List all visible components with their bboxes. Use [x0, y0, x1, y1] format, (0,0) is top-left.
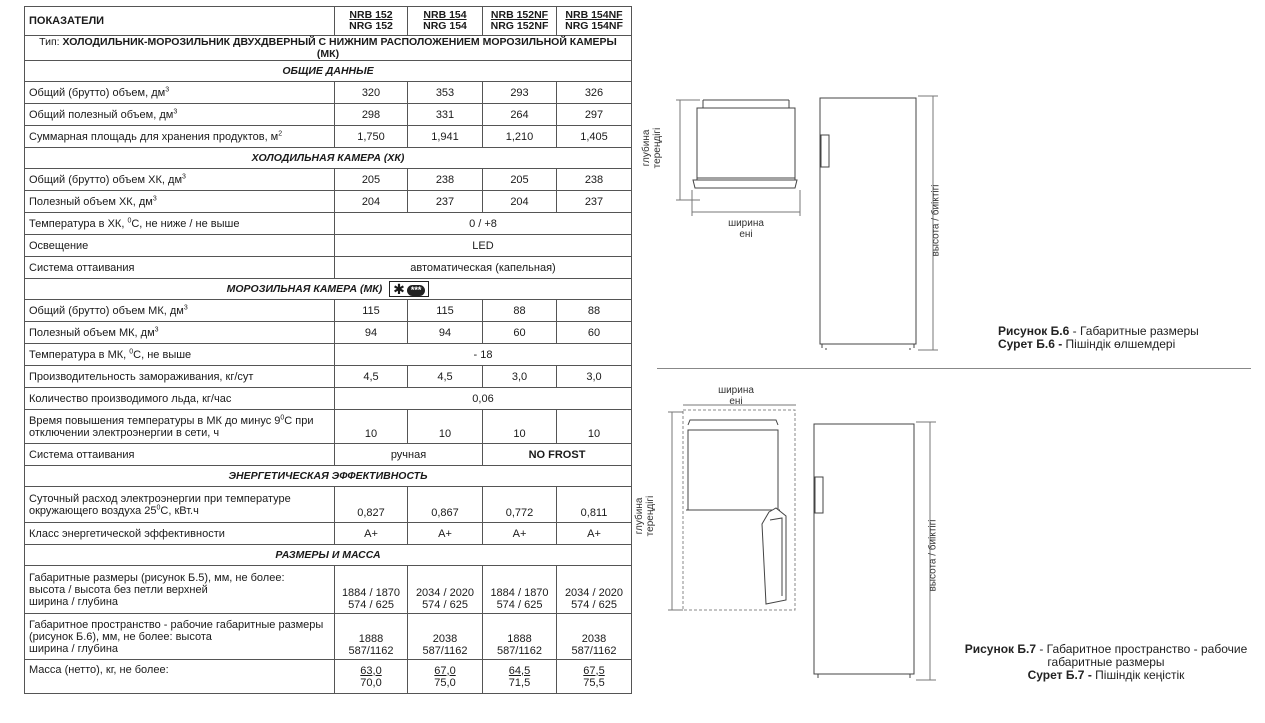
figure6-caption: Рисунок Б.6 - Габаритные размеры Сурет Б.6 - Пішіндік өлшемдері	[998, 324, 1199, 351]
table-row: Габаритные размеры (рисунок Б.5), мм, не более: высота / высота без петли верхней ширина / глубина 1884 / 1870 574 / 625 2034 / 2020 574 / 625 1884 / 1870 574 / 625 2034 / 2020 574 / 625	[25, 566, 632, 614]
table-row: Полезный объем ХК, $дм^3$ 204 237 204 237	[25, 191, 632, 213]
model-header: NRB 154NF NRG 154NF	[557, 7, 632, 36]
figure6-width-label: ширина ені	[728, 218, 764, 240]
figure6-height-label: высота / биіктігі	[930, 184, 942, 257]
section-header: МОРОЗИЛЬНАЯ КАМЕРА (МК) ✱ ***	[25, 279, 632, 300]
indicators-header: ПОКАЗАТЕЛИ	[25, 7, 335, 36]
table-row: Общий (брутто) объем ХК, $дм^3$ 205 238 205 238	[25, 169, 632, 191]
table-row: Освещение LED	[25, 235, 632, 257]
figure7-front-view	[814, 422, 936, 680]
model-header: NRB 154 NRG 154	[408, 7, 483, 36]
freezer-star-rating: ✱ ***	[389, 281, 429, 297]
table-row: Общий (брутто) объем МК, $дм^3$ 115 115 88 88	[25, 300, 632, 322]
model-header: NRB 152 NRG 152	[335, 7, 408, 36]
figure-divider	[657, 368, 1251, 369]
table-row: Габаритное пространство - рабочие габаритные размеры (рисунок Б.6), мм, не более: высота ширина / глубина 1888 587/1162 2038 587/1162 1888 587/1162 2038 587/1162	[25, 614, 632, 660]
table-row: Температура в ХК, $^0$С, не ниже / не выше 0 / +8	[25, 213, 632, 235]
table-row: Общий (брутто) объем, $дм^3$ 320 353 293 326	[25, 82, 632, 104]
figure6-top-view	[676, 100, 800, 216]
figure7-top-view	[668, 405, 796, 610]
model-header: NRB 152NF NRG 152NF	[483, 7, 557, 36]
figure7-depth-label: глубина тереңдігі	[634, 495, 656, 537]
section-header: РАЗМЕРЫ И МАССА	[25, 545, 632, 566]
table-row: Суточный расход электроэнергии при температуре окружающего воздуха $25^0С$, кВт.ч 0,827 0,867 0,772 0,811	[25, 487, 632, 523]
table-row: Время повышения температуры в МК до минус $9^0С$ при отключении электроэнергии в сети, ч 10 10 10 10	[25, 410, 632, 444]
table-row: Полезный объем МК, $дм^3$ 94 94 60 60	[25, 322, 632, 344]
table-row: Количество производимого льда, кг/час 0,06	[25, 388, 632, 410]
section-header: ОБЩИЕ ДАННЫЕ	[25, 61, 632, 82]
section-header: ХОЛОДИЛЬНАЯ КАМЕРА (ХК)	[25, 148, 632, 169]
section-header: ЭНЕРГЕТИЧЕСКАЯ ЭФФЕКТИВНОСТЬ	[25, 466, 632, 487]
figure7-caption: Рисунок Б.7 - Габаритное пространство - рабочие габаритные размеры Сурет Б.7 - Пішіндік кеңістік	[964, 642, 1248, 682]
table-row: Общий полезный объем, $дм^3$ 298 331 264 297	[25, 104, 632, 126]
figure6-front-view	[820, 96, 938, 350]
table-row: Суммарная площадь для хранения продуктов, $м^2$ 1,750 1,941 1,210 1,405	[25, 126, 632, 148]
table-row: Масса (нетто), кг, не более: $\frac{63,0}{70,0}$ $\frac{67,0}{75,0}$ $\frac{64,5}{71,5}$ $\frac{67,5}{75,5}$	[25, 660, 632, 694]
type-text: ХОЛОДИЛЬНИК-МОРОЗИЛЬНИК ДВУХДВЕРНЫЙ С НИЖНИМ РАСПОЛОЖЕНИЕМ МОРОЗИЛЬНОЙ КАМЕРЫ (МК)	[62, 36, 617, 60]
type-prefix: Тип:	[39, 36, 60, 48]
figure6-depth-label: глубина тереңдігі	[641, 127, 663, 169]
figure7-width-label: ширина ені	[718, 385, 754, 407]
table-row: Температура в МК, $^0$С, не выше - 18	[25, 344, 632, 366]
table-row: Система оттаивания ручная NO FROST	[25, 444, 632, 466]
figure7-height-label: высота / биіктігі	[927, 519, 939, 592]
snowflake-icon: ✱	[393, 281, 405, 297]
table-row: Система оттаивания автоматическая (капельная)	[25, 257, 632, 279]
table-row: Класс энергетической эффективности A+ A+ A+ A+	[25, 523, 632, 545]
table-row: Производительность замораживания, кг/сут 4,5 4,5 3,0 3,0	[25, 366, 632, 388]
